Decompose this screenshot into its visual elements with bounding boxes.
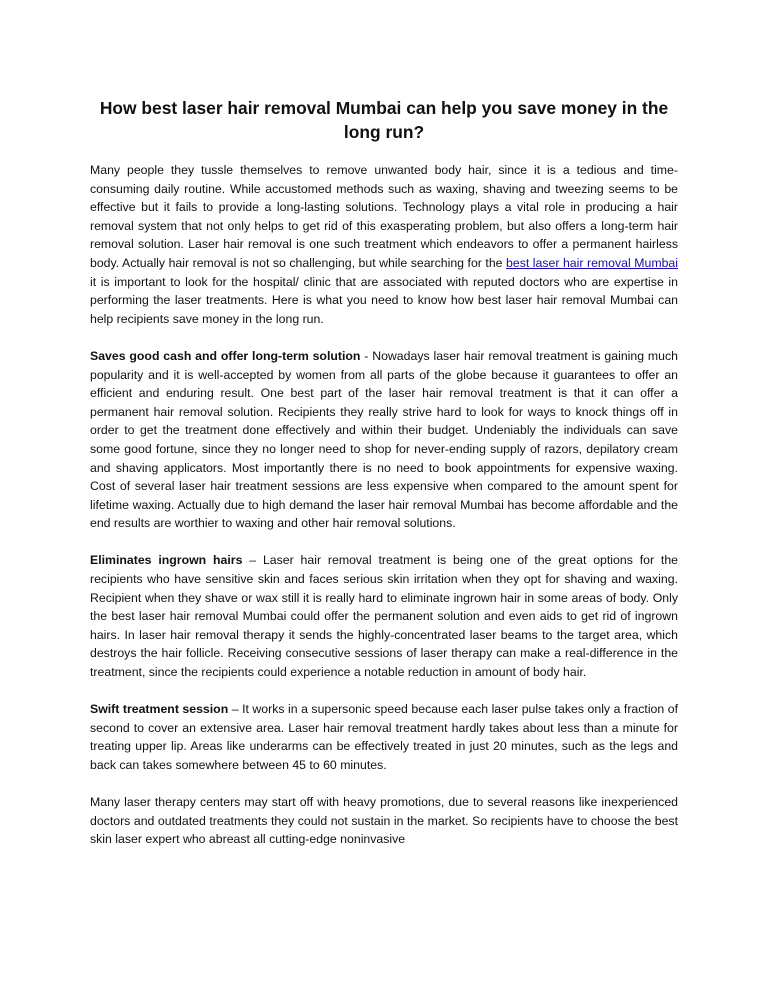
section-text-savings: - Nowadays laser hair removal treatment is gaining much popularity and it is well-accepted by women from all parts of the globe because it guarantees to offer an efficient and enduring result. One best part of the laser hair removal treatment is that it can offer a permanent hair removal solution. Recipients they really strive hard to look for ways to knock things off in order to get the treatment done effectively and within their budget. Undeniably the individuals can save some good fortune, since they no longer need to shop for never-ending supply of razors, depilatory cream and shaving applicators. Most importantly there is no need to book appointments for expensive waxing. Cost of several laser hair treatment sessions are less expensive when compared to the amount spent for lifetime waxing. Actually due to high demand the laser hair removal Mumbai has become affordable and the end results are worthier to waxing and other hair removal solutions.	[90, 348, 678, 531]
page-title: How best laser hair removal Mumbai can help you save money in the long run?	[99, 98, 669, 142]
closing-paragraph: Many laser therapy centers may start off with heavy promotions, due to several reasons like inexperienced doctors and outdated treatments they could not sustain in the market. So recipients have to choose the best skin laser expert who abreast all cutting-edge noninvasive	[90, 795, 678, 847]
document-page	[90, 96, 678, 868]
section-paragraph-ingrown	[90, 551, 678, 681]
best-laser-hair-removal-link[interactable]: best laser hair removal Mumbai	[506, 255, 678, 270]
section-paragraph-savings	[90, 347, 678, 533]
section-heading-ingrown: Eliminates ingrown hairs	[90, 553, 243, 568]
section-heading-swift: Swift treatment session	[90, 702, 229, 717]
intro-paragraph	[90, 161, 678, 328]
section-text-swift: – It works in a supersonic speed because each laser pulse takes only a fraction of second to cover an extensive area. Laser hair removal treatment hardly takes about less than a minute for treating upper lip. Areas like underarms can be effectively treated in just 20 minutes, such as the legs and back can takes somewhere between 45 to 60 minutes.	[90, 702, 678, 772]
intro-text-before-link: Many people they tussle themselves to remove unwanted body hair, since it is a tedious and time-consuming daily routine. While accustomed methods such as waxing, shaving and tweezing seems to be effective but it fails to provide a long-lasting solutions. Technology plays a vital role in producing a hair removal system that not only helps to get rid of this exasperating problem, but also offers a long-term hair removal solution. Laser hair removal is one such treatment which endeavors to offer a permanent hairless body. Actually hair removal is not so challenging, but while searching for the	[90, 163, 678, 270]
intro-text-after-link: it is important to look for the hospital/ clinic that are associated with reputed doctors who are expertise in performing the laser treatments. Here is what you need to know how best laser hair removal Mumbai can help recipients save money in the long run.	[90, 274, 678, 326]
section-paragraph-swift	[90, 700, 678, 774]
section-text-ingrown: – Laser hair removal treatment is being one of the great options for the recipients who have sensitive skin and faces serious skin irritation when they opt for shaving and waxing. Recipient when they shave or wax still it is really hard to eliminate ingrown hair in some areas of body. Only the best laser hair removal Mumbai could offer the permanent solution and even aids to get rid of ingrown hairs. In laser hair removal therapy it sends the highly-concentrated laser beams to the target area, which destroys the hair follicle. Receiving consecutive sessions of laser therapy can make a real-difference in the treatment, since the recipients could experience a notable reduction in amount of body hair.	[90, 553, 678, 680]
section-heading-savings: Saves good cash and offer long-term solution	[90, 348, 361, 363]
